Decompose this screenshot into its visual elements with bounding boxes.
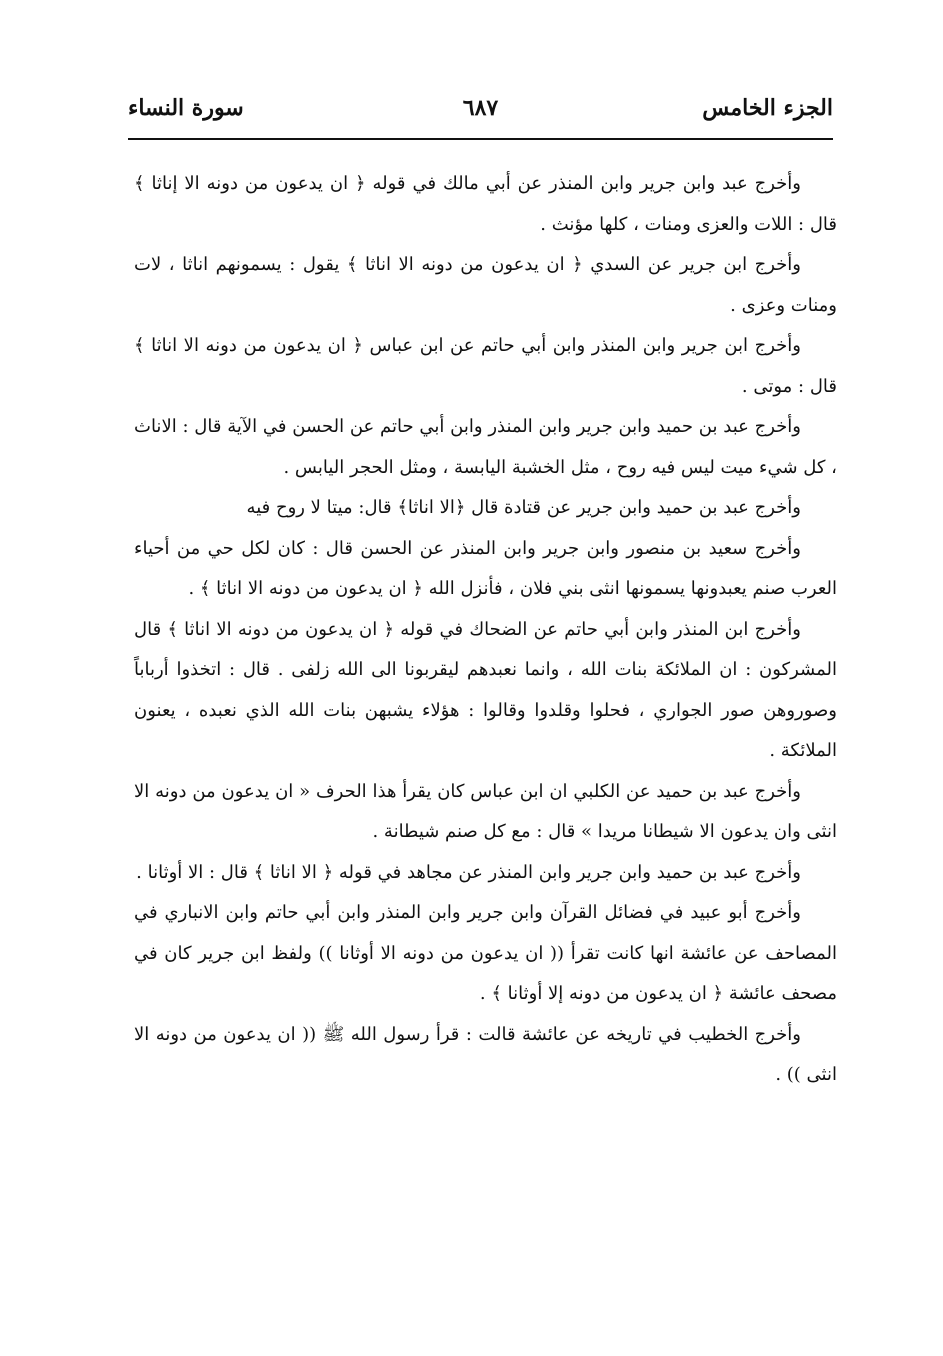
paragraph-8: وأخرج عبد بن حميد عن الكلبي ان ابن عباس كان يقرأ هذا الحرف « ان يدعون من دونه الا انثى وان يدعون الا شيطانا مريدا » قال : مع كل صنم شيطانة . [134, 780, 837, 842]
page-number: ٦٨٧ [462, 95, 499, 121]
paragraph-9: وأخرج عبد بن حميد وابن جرير وابن المنذر عن مجاهد في قوله ﴿ الا اناثا ﴾ قال : الا أوثانا . [136, 861, 801, 883]
page-header [128, 92, 833, 132]
part-title: الجزء الخامس [702, 95, 833, 121]
paragraph-3: وأخرج ابن جرير وابن المنذر وابن أبي حاتم عن ابن عباس ﴿ ان يدعون من دونه الا اناثا ﴾ قال : موتى . [134, 335, 837, 397]
page-body [134, 164, 837, 1096]
paragraph-1: وأخرج عبد وابن جرير وابن المنذر عن أبي مالك في قوله ﴿ ان يدعون من دونه الا إناثا ﴾ قال : اللات والعزى ومنات ، كلها مؤنث . [134, 173, 837, 235]
paragraph-2: وأخرج ابن جرير عن السدي ﴿ ان يدعون من دونه الا اناثا ﴾ يقول : يسمونهم اناثا ، لات ومنات وعزى . [134, 254, 837, 316]
paragraph-11: وأخرج الخطيب في تاريخه عن عائشة قالت : قرأ رسول الله ﷺ (( ان يدعون من دونه الا انثى )) . [134, 1023, 837, 1085]
paragraph-6: وأخرج سعيد بن منصور وابن جرير وابن المنذر عن الحسن قال : كان لكل حي من أحياء العرب صنم يعبدونها يسمونها انثى بني فلان ، فأنزل الله ﴿ ان يدعون من دونه الا اناثا ﴾ . [134, 537, 837, 599]
paragraph-7: وأخرج ابن المنذر وابن أبي حاتم عن الضحاك في قوله ﴿ ان يدعون من دونه الا اناثا ﴾ قال المشركون : ان الملائكة بنات الله ، وانما نعبدهم ليقربونا الى الله زلفى . قال : اتخذوا أرباباً وصوروهن صور الجواري ، فحلوا وقلدوا وقالوا : هؤلاء يشبهن بنات الله الذي نعبده ، يعنون الملائكة . [134, 618, 837, 761]
paragraph-10: وأخرج أبو عبيد في فضائل القرآن وابن جرير وابن المنذر وابن أبي حاتم وابن الانباري في المصاحف عن عائشة انها كانت تقرأ (( ان يدعون من دونه الا أوثانا )) ولفظ ابن جرير كان في مصحف عائشة ﴿ ان يدعون من دونه إلا أوثانا ﴾ . [134, 902, 837, 1004]
header-rule [128, 138, 833, 140]
paragraph-5: وأخرج عبد بن حميد وابن جرير عن قتادة قال ﴿الا اناثا﴾ قال: ميتا لا روح فيه [246, 497, 801, 518]
surah-title: سورة النساء [128, 95, 244, 121]
paragraph-4: وأخرج عبد بن حميد وابن جرير وابن المنذر وابن أبي حاتم عن الحسن في الآية قال : الاناث ، كل شيء ميت ليس فيه روح ، مثل الخشبة اليابسة ، ومثل الحجر اليابس . [134, 416, 837, 478]
